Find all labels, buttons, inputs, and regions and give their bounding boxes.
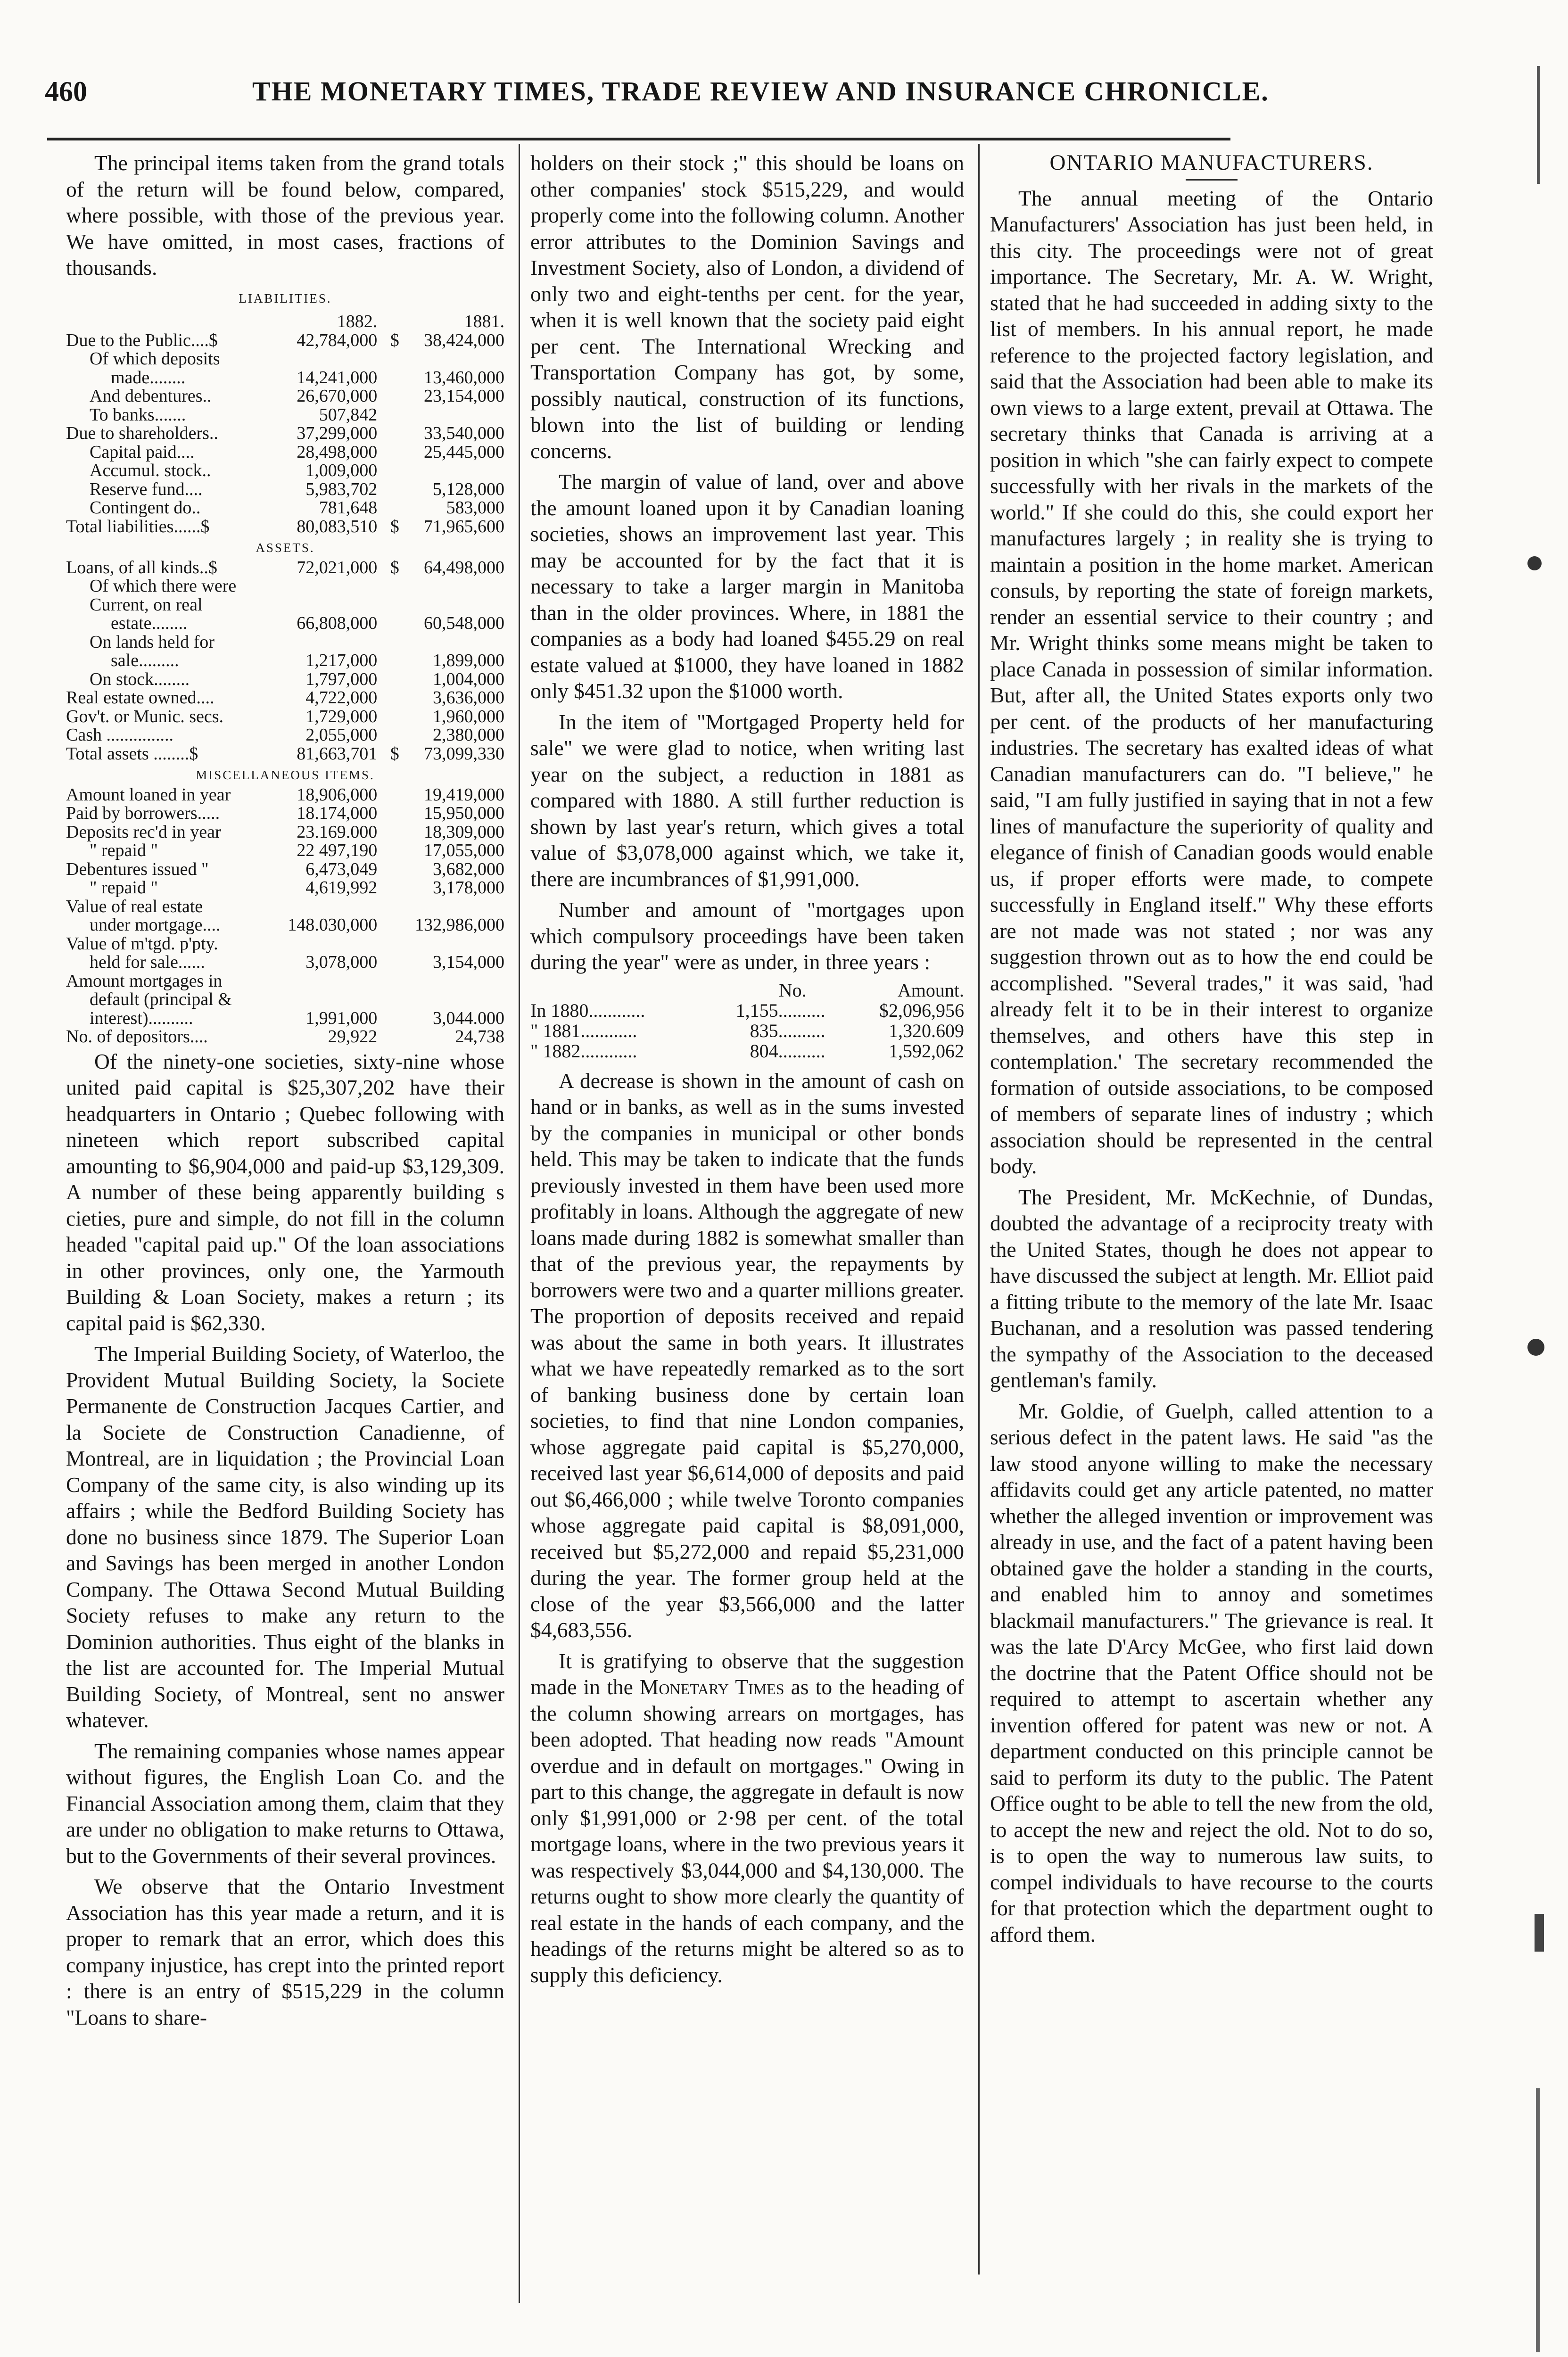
row-label: interest)..........: [90, 1008, 193, 1028]
table-row: [66, 443, 504, 462]
currency-mark: [377, 443, 399, 462]
currency-mark: [377, 860, 399, 879]
value-1882: 26,670,000: [297, 386, 378, 406]
mortgage-row: [530, 1041, 964, 1061]
margin-mark: [1527, 1339, 1544, 1356]
mortgage-count: 804..........: [750, 1040, 825, 1062]
row-label: " repaid ": [90, 878, 158, 898]
table-row: [66, 518, 504, 536]
margin-mark: [1537, 66, 1540, 184]
value-1881: 24,738: [455, 1027, 504, 1047]
mortgage-proceedings-table: [530, 980, 964, 1061]
value-1882: [272, 577, 377, 596]
value-1882: 14,241,000: [297, 367, 378, 387]
row-label: Accumul. stock..: [90, 461, 211, 480]
page-header: [45, 75, 1269, 108]
value-1881: 3,154,000: [433, 952, 504, 972]
row-label: Contingent do..: [90, 498, 201, 518]
value-1882: 28,498,000: [297, 442, 378, 462]
row-label: Reserve fund....: [90, 479, 203, 499]
table-row: [66, 614, 504, 633]
value-1881: [399, 990, 504, 1009]
row-label: under mortgage....: [90, 915, 221, 935]
value-1881: 38,424,000: [424, 330, 504, 350]
currency-mark: [377, 387, 399, 406]
column-3-paragraphs: [990, 185, 1433, 1948]
value-1881: 3,682,000: [433, 859, 504, 879]
row-label: Due to the Public....$: [66, 330, 218, 350]
row-label: Amount loaned in year: [66, 784, 231, 805]
currency-mark: [377, 1028, 399, 1047]
currency-mark: [377, 1009, 399, 1028]
table-row: [66, 1009, 504, 1028]
currency-mark: [377, 689, 399, 708]
column-1-paragraphs: [66, 1048, 504, 2031]
currency-mark: [377, 424, 399, 443]
year-header-row: [66, 313, 504, 331]
gratifying-text-1: It is gratifying to observe that the suggestion made in the: [530, 1648, 964, 1699]
table-row: [66, 651, 504, 670]
value-1882: 81,663,701: [297, 743, 378, 764]
currency-mark: [377, 786, 399, 805]
currency-mark: [377, 350, 399, 369]
currency-mark: [377, 916, 399, 935]
mortgage-amount: $2,096,956: [879, 999, 964, 1021]
value-1882: 781,648: [319, 498, 378, 518]
value-1882: 1,797,000: [305, 669, 378, 689]
table-row: [66, 499, 504, 518]
header-rule: [47, 138, 1230, 140]
value-1882: [272, 898, 377, 916]
table-row: [66, 804, 504, 823]
currency-mark: [377, 708, 399, 726]
value-1881: [399, 406, 504, 425]
value-1881: 3,044.000: [433, 1008, 504, 1028]
value-1881: 3,636,000: [433, 688, 504, 708]
column-1: [66, 150, 504, 2035]
value-1881: 18,309,000: [424, 822, 504, 842]
mortgaged-property-paragraph: In the item of "Mortgaged Property held for sale" we were glad to notice, when writing last year on the subject, a reduction in 1881 as compared with 1880. A still further reduction is shown by last year's return, which gives a total value of $3,078,000 against which, we take it, there are incumbrances of $1,991,000.: [530, 709, 964, 891]
value-1881: 1,899,000: [433, 651, 504, 670]
value-1882: [272, 633, 377, 652]
misc-heading: MISCELLANEOUS ITEMS.: [196, 768, 375, 782]
row-label: Capital paid....: [90, 442, 195, 462]
year-1881: 1881.: [464, 312, 504, 331]
table-row: [66, 424, 504, 443]
currency-mark: [377, 879, 399, 898]
value-1882: 1,217,000: [305, 651, 378, 670]
row-label: Real estate owned....: [66, 688, 215, 708]
publication-title: THE MONETARY TIMES, TRADE REVIEW AND INSURANCE CHRONICLE.: [252, 76, 1269, 107]
mortgage-count: 1,155..........: [735, 999, 825, 1021]
table-row: [66, 369, 504, 387]
value-1882: 4,722,000: [305, 688, 378, 708]
row-label: Deposits rec'd in year: [66, 822, 221, 842]
table-row: [66, 1028, 504, 1047]
liabilities-heading: LIABILITIES.: [239, 291, 332, 305]
body-paragraph: The Imperial Building Society, of Waterloo, the Provident Mutual Building Society, la Societe Permanente de Construction Jacques Cartier, and la Societe de Construction Canadienne, of Montreal, are in liquidation ; the Provincial Loan Company of the same city, is also winding up its affairs ; while the Bedford Building Society has done no business since 1879. The Superior Loan and Savings has been merged in another London Company. The Ottawa Second Mutual Building Society refuses to make any return to the Dominion authorities. Thus eight of the blanks in the list are accounted for. The Imperial Mutual Building Society, of Montreal, sent no answer whatever.: [66, 1342, 504, 1732]
value-1882: 1,991,000: [305, 1008, 378, 1028]
row-label: Of which deposits: [90, 349, 220, 369]
table-row: [66, 387, 504, 406]
value-1881: 33,540,000: [424, 423, 504, 443]
row-label: No. of depositors....: [66, 1027, 208, 1047]
currency-mark: [377, 935, 399, 954]
table-row: [66, 972, 504, 991]
row-label: Amount mortgages in: [66, 971, 223, 991]
row-label: Total assets ........$: [66, 743, 198, 764]
value-1881: [399, 462, 504, 480]
value-1882: 6,473,049: [305, 859, 378, 879]
row-label: estate........: [111, 613, 188, 633]
value-1882: 72,021,000: [297, 557, 378, 577]
header-no: No.: [778, 979, 807, 1001]
mortgage-amount: 1,592,062: [889, 1040, 964, 1062]
loan-societies-table: [66, 313, 504, 1047]
table-row: [66, 462, 504, 480]
table-row: [66, 726, 504, 745]
value-1882: 1,009,000: [305, 461, 378, 480]
body-paragraph: The annual meeting of the Ontario Manufacturers' Association has just been held, in this city. The proceedings were not of great importance. The Secretary, Mr. A. W. Wright, stated that he had succeeded in adding sixty to the list of members. In his annual report, he made reference to the projected factory legislation, and said that the Association had been able to make its own views to a large extent, prevail at Ottawa. The secretary thinks that Canada is arriving at a position in which "she can fairly expect to compete successfully with her rivals in the markets of the world." If she could do this, she could export her manufactures largely ; in reality she is trying to maintain a position in the home market. American consuls, by reporting the state of foreign markets, render an essential service to their country ; and Mr. Wright thinks some means might be taken to place Canada in possession of similar information. But, after all, the United States exports only two per cent. of the products of her manufacturing industries. The secretary has exalted ideas of what Canadian manufacturers can do. "I believe," he said, "I am fully justified in saying that in not a few lines of manufacture the superiority of quality and elegance of finish of Canadian goods would enable us, if proper efforts were made, to compete successfully in England itself." Why these efforts are not made was not stated ; nor was any suggestion thrown out as to how the end could be accomplished. "Several trades," it was said, 'had already felt it to be in their interest to organize themselves, and others have this step in contemplation.' The secretary recommended the formation of outside associations, to be composed of members of separate lines of industry ; which association should be represented in the central body.: [990, 186, 1433, 1178]
section-heading: ONTARIO MANUFACTURERS.: [1049, 150, 1374, 175]
value-1882: 507,842: [319, 404, 378, 425]
year-1882: 1882.: [337, 312, 378, 331]
value-1882: 29,922: [328, 1027, 378, 1047]
currency-mark: [377, 480, 399, 499]
currency-mark: [377, 614, 399, 633]
gratifying-paragraph: [530, 1648, 964, 1988]
value-1881: [399, 577, 504, 596]
table-row: [66, 916, 504, 935]
row-label: " repaid ": [90, 841, 158, 860]
value-1882: 18,906,000: [297, 784, 378, 805]
row-label: Value of real estate: [66, 896, 203, 916]
mortgage-count: 835..........: [750, 1020, 825, 1041]
table-row: [66, 786, 504, 805]
table-row: [66, 670, 504, 689]
assets-heading: ASSETS.: [256, 541, 315, 555]
value-1882: 42,784,000: [297, 330, 378, 350]
mortgage-table-header: [530, 980, 964, 1000]
value-1882: 22 497,190: [297, 841, 378, 860]
value-1882: 5,983,702: [305, 479, 378, 499]
value-1881: [399, 350, 504, 369]
continued-paragraph: holders on their stock ;" this should be loans on other companies' stock $515,229, and would properly come into the following column. Another error attributes to the Dominion Savings and Investment Society, also of London, a dividend of only two and eight-tenths per cent. for the year, when it is well known that the society paid eight per cent. The International Wrecking and Transportation Company has got, by some, possibly nautical, construction of its functions, blown into the list of building or lending concerns.: [530, 151, 964, 463]
table-row: [66, 633, 504, 652]
value-1882: [272, 990, 377, 1009]
value-1882: 148.030,000: [288, 915, 378, 935]
body-paragraph: We observe that the Ontario Investment Association has this year made a return, and it is proper to remark that an error, which does this company injustice, has crept into the printed report : there is an entry of $515,229 in the column "Loans to share-: [66, 1874, 504, 2029]
column-divider-2: [978, 144, 980, 2275]
misc-rows: [66, 786, 504, 1047]
value-1882: 18.174,000: [297, 803, 378, 823]
value-1882: 37,299,000: [297, 423, 378, 443]
currency-mark: [377, 972, 399, 991]
currency-mark: [377, 577, 399, 596]
column-3: [990, 150, 1433, 1952]
margin-mark: [1527, 556, 1542, 570]
row-label: Due to shareholders..: [66, 423, 218, 443]
value-1881: 60,548,000: [424, 613, 504, 633]
value-1881: [399, 596, 504, 615]
mortgage-year: " 1882............: [530, 1040, 637, 1062]
value-1881: 71,965,600: [424, 516, 504, 536]
body-paragraph: The remaining companies whose names appear without figures, the English Loan Co. and the Financial Association among them, claim that they are under no obligation to make returns to Ottawa, but to the Governments of their several provinces.: [66, 1739, 504, 1868]
currency-mark: [377, 990, 399, 1009]
value-1882: [272, 935, 377, 954]
monetary-times-name: Monetary Times: [639, 1675, 784, 1699]
value-1881: 13,460,000: [424, 367, 504, 387]
mortgages-number-paragraph: Number and amount of "mortgages upon which compulsory proceedings have been taken during the year" were as under, in three years :: [530, 898, 964, 974]
margin-mark: [1535, 1914, 1544, 1952]
row-label: Value of m'tgd. p'pty.: [66, 933, 218, 954]
value-1881: 73,099,330: [424, 743, 504, 764]
row-label: Cash ...............: [66, 725, 173, 745]
value-1882: 80,083,510: [297, 516, 378, 536]
row-label: Paid by borrowers.....: [66, 803, 220, 823]
currency-mark: [377, 633, 399, 652]
value-1881: 1,960,000: [433, 706, 504, 726]
decrease-paragraph: A decrease is shown in the amount of cash on hand or in banks, as well as in the sums invested by the companies in municipal or other bonds held. This may be taken to indicate that the funds previously invested in them have been used more profitably in loans. Although the aggregate of new loans made during 1882 is somewhat smaller than that of the previous year, the repayments by borrowers were two and a quarter millions greater. The proportion of deposits received and repaid was about the same in both years. It illustrates what we have repeatedly remarked as to the sort of banking business done by certain loan societies, to find that nine London companies, whose aggregate paid capital is $5,270,000, received last year $6,614,000 of deposits and paid out $6,466,000 ; while twelve Toronto companies whose aggregate paid capital is $8,091,000, received but $5,272,000 and repaid $5,231,000 during the year. The former group held at the close of the year $3,566,000 and the latter $4,683,556.: [530, 1068, 964, 1642]
currency-mark: [377, 823, 399, 842]
body-paragraph: The President, Mr. McKechnie, of Dundas, doubted the advantage of a reciprocity treaty with the United States, though he does not appear to have discussed the subject at length. Mr. Elliot paid a fitting tribute to the memory of the late Mr. Isaac Buchanan, and a resolution was passed tendering the sympathy of the Association to the deceased gentleman's family.: [990, 1185, 1433, 1392]
table-row: [66, 953, 504, 972]
intro-paragraph: The principal items taken from the grand totals of the return will be found below, compared, where possible, with those of the previous year. We have omitted, in most cases, fractions of thousands.: [66, 151, 504, 280]
table-row: [66, 689, 504, 708]
heading-rule: [1186, 179, 1238, 181]
body-paragraph: Of the ninety-one societies, sixty-nine whose united paid capital is $25,307,202 have their headquarters in Ontario ; Quebec following with nineteen which report subscribed capital amounting to $6,904,000 and paid-up $3,129,309. A number of these being apparently building s cieties, pure and simple, do not fill in the column headed "capital paid up." Of the loan associations in other provinces, only one, the Yarmouth Building & Loan Society, makes a return ; its capital paid is $62,330.: [66, 1049, 504, 1335]
row-label: Loans, of all kinds..$: [66, 557, 217, 577]
value-1882: [272, 350, 377, 369]
table-row: [66, 879, 504, 898]
table-row: [66, 406, 504, 425]
currency-mark: [377, 462, 399, 480]
currency-mark: [377, 499, 399, 518]
currency-mark: $: [390, 516, 399, 536]
value-1881: 132,986,000: [415, 915, 504, 935]
table-row: [66, 596, 504, 615]
table-row: [66, 350, 504, 369]
value-1881: 17,055,000: [424, 841, 504, 860]
table-row: [66, 745, 504, 764]
row-label: To banks.......: [90, 404, 186, 425]
value-1882: [272, 596, 377, 615]
row-label: Debentures issued ": [66, 859, 209, 879]
row-label: And debentures..: [90, 386, 212, 406]
value-1881: 1,004,000: [433, 669, 504, 689]
table-row: [66, 841, 504, 860]
mortgage-amount: 1,320.609: [889, 1020, 964, 1041]
margin-paragraph: The margin of value of land, over and above the amount loaned upon it by Canadian loaning societies, shows an improvement last year. This may be accounted for by the fact that it is necessary to take a larger margin in Manitoba than in the older provinces. Where, in 1881 the companies as a body had loaned $455.29 on real estate valued at $1000, they have loaned in 1882 only $451.32 upon the $1000 worth.: [530, 470, 964, 703]
table-row: [66, 898, 504, 916]
currency-mark: [377, 651, 399, 670]
row-label: On lands held for: [90, 632, 215, 652]
value-1881: 2,380,000: [433, 725, 504, 745]
row-label: held for sale......: [90, 952, 205, 972]
currency-mark: [377, 406, 399, 425]
value-1881: 583,000: [446, 498, 504, 518]
body-paragraph: Mr. Goldie, of Guelph, called attention to a serious defect in the patent laws. He said "as the law stood anyone willing to make the necessary affidavits could get any article patented, no matter whether the alleged invention or improvement was already in use, and the fact of a patent having been obtained gave the holder a standing in the courts, and enabled him to annoy and sometimes blackmail manufacturers." The grievance is real. It was the late D'Arcy McGee, who first laid down the doctrine that the Patent Office should not be required to attempt to ascertain whether any invention offered for patent was new or not. A department conducted on this principle cannot be said to perform its duty to the public. The Patent Office ought to be able to tell the new from the old, to accept the new and reject the old. Not to do so, is to open the way to numerous law suits, to compel individuals to have recourse to the courts for that protection which the department ought to afford them.: [990, 1399, 1433, 1946]
currency-mark: [377, 841, 399, 860]
header-amount: Amount.: [897, 979, 964, 1001]
currency-mark: [377, 369, 399, 387]
currency-mark: [377, 670, 399, 689]
page-number: 460: [45, 76, 87, 107]
value-1881: 25,445,000: [424, 442, 504, 462]
assets-rows: [66, 559, 504, 764]
value-1881: 3,178,000: [433, 878, 504, 898]
table-row: [66, 480, 504, 499]
value-1881: 23,154,000: [424, 386, 504, 406]
value-1882: 1,729,000: [305, 706, 378, 726]
value-1882: 4,619,992: [305, 878, 378, 898]
currency-mark: $: [390, 330, 399, 350]
currency-mark: [377, 953, 399, 972]
mortgage-row: [530, 1021, 964, 1041]
column-divider-1: [519, 144, 520, 2303]
value-1882: 23.169.000: [297, 822, 378, 842]
currency-mark: [377, 596, 399, 615]
row-label: Of which there were: [90, 576, 237, 596]
row-label: On stock........: [90, 669, 190, 689]
liabilities-rows: [66, 331, 504, 536]
table-row: [66, 577, 504, 596]
mortgage-row: [530, 1000, 964, 1021]
value-1881: [399, 633, 504, 652]
table-row: [66, 935, 504, 954]
mortgage-year: " 1881............: [530, 1020, 637, 1041]
row-label: made........: [111, 367, 186, 387]
table-row: [66, 331, 504, 350]
value-1882: [272, 972, 377, 991]
margin-mark: [1536, 2088, 1540, 2352]
currency-mark: [377, 898, 399, 916]
table-row: [66, 559, 504, 577]
value-1882: 2,055,000: [305, 725, 378, 745]
row-label: default (principal &: [90, 989, 232, 1009]
row-label: Gov't. or Munic. secs.: [66, 706, 224, 726]
column-2: [530, 150, 964, 1993]
currency-mark: $: [390, 557, 399, 577]
currency-mark: $: [390, 743, 399, 764]
currency-mark: [377, 804, 399, 823]
value-1881: 5,128,000: [433, 479, 504, 499]
gratifying-text-2: as to the heading of the column showing arrears on mortgages, has been adopted. That heading now reads "Amount overdue and in default on mortgages." Owing in part to this change, the aggregate in default is now only $1,991,000 or 2·98 per cent. of the total mortgage loans, where in the two previous years it was respectively $3,044,000 and $4,130,000. The returns ought to show more clearly the quantity of real estate in the hands of each company, and the headings of the returns might be altered so as to supply this deficiency.: [530, 1675, 964, 1987]
table-row: [66, 708, 504, 726]
value-1881: [399, 972, 504, 991]
currency-mark: [377, 726, 399, 745]
row-label: Current, on real: [90, 594, 203, 615]
row-label: Total liabilities......$: [66, 516, 210, 536]
table-row: [66, 990, 504, 1009]
table-row: [66, 823, 504, 842]
value-1882: 3,078,000: [305, 952, 378, 972]
value-1881: 19,419,000: [424, 784, 504, 805]
value-1881: [399, 935, 504, 954]
table-row: [66, 860, 504, 879]
mortgage-year: In 1880............: [530, 999, 645, 1021]
value-1881: 64,498,000: [424, 557, 504, 577]
row-label: sale.........: [111, 651, 179, 670]
value-1882: 66,808,000: [297, 613, 378, 633]
value-1881: [399, 898, 504, 916]
value-1881: 15,950,000: [424, 803, 504, 823]
